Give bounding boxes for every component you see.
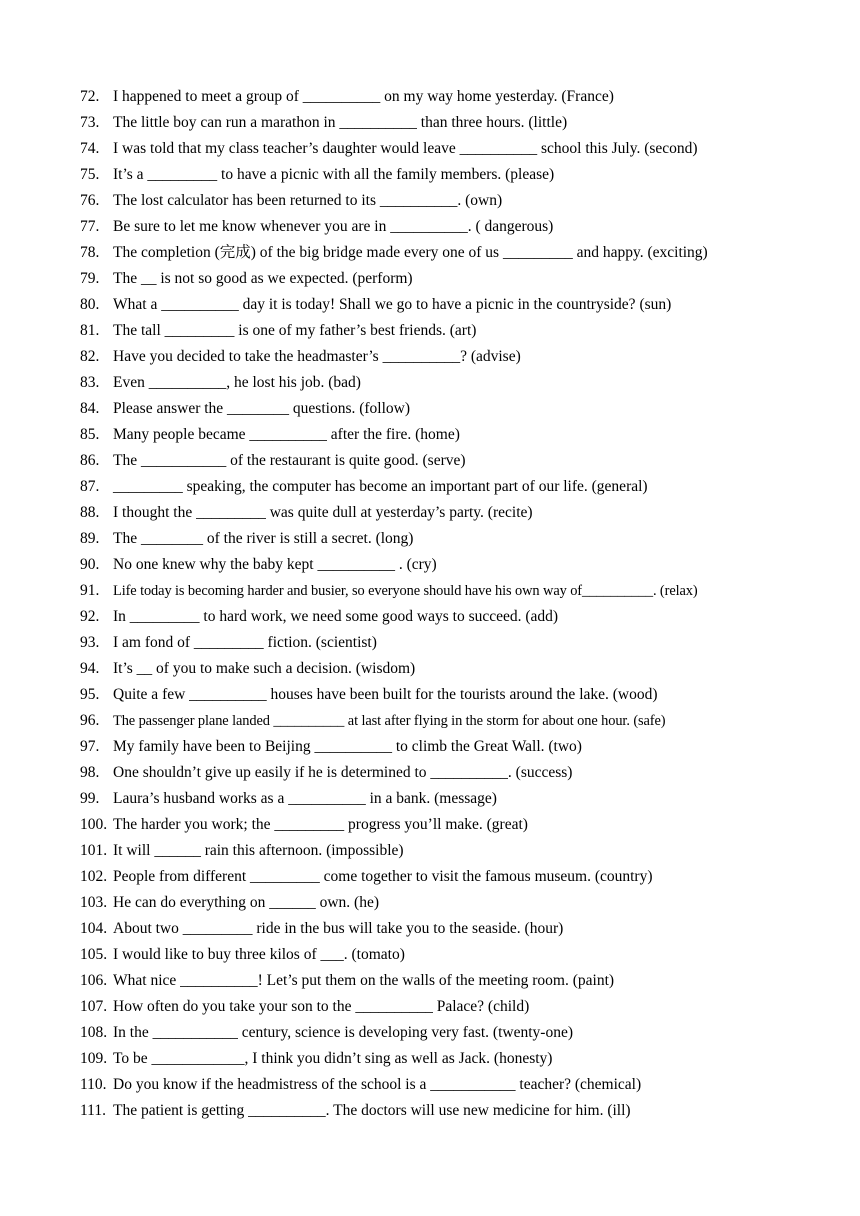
question-number: 94. bbox=[80, 660, 100, 677]
question-number: 110. bbox=[80, 1076, 107, 1093]
question-text: No one knew why the baby kept __________ . (cry) bbox=[113, 556, 437, 573]
question-text: One shouldn’t give up easily if he is determined to __________. (success) bbox=[113, 764, 573, 781]
question-number: 72. bbox=[80, 88, 100, 105]
question-item bbox=[0, 734, 860, 760]
question-number: 99. bbox=[80, 790, 100, 807]
question-item bbox=[0, 1072, 860, 1098]
question-text: I would like to buy three kilos of ___. (tomato) bbox=[113, 946, 405, 963]
question-number: 108. bbox=[80, 1024, 108, 1041]
question-item bbox=[0, 1098, 860, 1124]
question-number: 93. bbox=[80, 634, 100, 651]
question-text: Do you know if the headmistress of the school is a ___________ teacher? (chemical) bbox=[113, 1076, 642, 1093]
question-number: 87. bbox=[80, 478, 100, 495]
question-item bbox=[0, 292, 860, 318]
question-text: Be sure to let me know whenever you are in __________. ( dangerous) bbox=[113, 218, 554, 235]
question-text: I was told that my class teacher’s daughter would leave __________ school this July. (second) bbox=[113, 140, 698, 157]
question-item bbox=[0, 786, 860, 812]
question-number: 90. bbox=[80, 556, 100, 573]
question-item bbox=[0, 968, 860, 994]
question-text: The completion (完成) of the big bridge made every one of us _________ and happy. (exciting) bbox=[113, 244, 708, 261]
question-number: 88. bbox=[80, 504, 100, 521]
question-item bbox=[0, 760, 860, 786]
question-text: _________ speaking, the computer has become an important part of our life. (general) bbox=[113, 478, 648, 495]
question-number: 80. bbox=[80, 296, 100, 313]
question-text: To be ____________, I think you didn’t sing as well as Jack. (honesty) bbox=[113, 1050, 553, 1067]
question-text: It’s __ of you to make such a decision. (wisdom) bbox=[113, 660, 416, 677]
question-item bbox=[0, 266, 860, 292]
question-number: 76. bbox=[80, 192, 100, 209]
question-number: 89. bbox=[80, 530, 100, 547]
question-number: 105. bbox=[80, 946, 108, 963]
question-list bbox=[0, 84, 860, 1124]
question-number: 109. bbox=[80, 1050, 108, 1067]
question-text: The ________ of the river is still a secret. (long) bbox=[113, 530, 414, 547]
question-text: The lost calculator has been returned to its __________. (own) bbox=[113, 192, 503, 209]
question-number: 95. bbox=[80, 686, 100, 703]
question-text: Quite a few __________ houses have been built for the tourists around the lake. (wood) bbox=[113, 686, 658, 703]
question-number: 91. bbox=[80, 582, 100, 599]
question-item bbox=[0, 422, 860, 448]
question-number: 101. bbox=[80, 842, 108, 859]
question-item bbox=[0, 136, 860, 162]
question-text: Even __________, he lost his job. (bad) bbox=[113, 374, 361, 391]
question-number: 111. bbox=[80, 1102, 106, 1119]
question-text: The patient is getting __________. The doctors will use new medicine for him. (ill) bbox=[113, 1102, 631, 1119]
question-item bbox=[0, 474, 860, 500]
question-item bbox=[0, 318, 860, 344]
question-item bbox=[0, 1020, 860, 1046]
question-item bbox=[0, 1046, 860, 1072]
question-item bbox=[0, 110, 860, 136]
question-item bbox=[0, 188, 860, 214]
question-number: 97. bbox=[80, 738, 100, 755]
question-text: I happened to meet a group of __________ on my way home yesterday. (France) bbox=[113, 88, 614, 105]
question-text: In _________ to hard work, we need some good ways to succeed. (add) bbox=[113, 608, 559, 625]
question-item bbox=[0, 84, 860, 110]
question-text: What nice __________! Let’s put them on the walls of the meeting room. (paint) bbox=[113, 972, 615, 989]
question-text: I am fond of _________ fiction. (scientist) bbox=[113, 634, 377, 651]
question-number: 104. bbox=[80, 920, 108, 937]
question-item bbox=[0, 682, 860, 708]
question-text: The ___________ of the restaurant is quite good. (serve) bbox=[113, 452, 466, 469]
question-number: 74. bbox=[80, 140, 100, 157]
question-text: About two _________ ride in the bus will take you to the seaside. (hour) bbox=[113, 920, 564, 937]
question-text: The passenger plane landed __________ at last after flying in the storm for about one hour. (safe) bbox=[113, 713, 666, 729]
question-text: He can do everything on ______ own. (he) bbox=[113, 894, 380, 911]
question-number: 85. bbox=[80, 426, 100, 443]
question-item bbox=[0, 656, 860, 682]
question-item bbox=[0, 162, 860, 188]
question-item bbox=[0, 578, 860, 604]
question-item bbox=[0, 838, 860, 864]
question-text: It will ______ rain this afternoon. (impossible) bbox=[113, 842, 404, 859]
question-text: Life today is becoming harder and busier, so everyone should have his own way of__________. (relax) bbox=[113, 583, 698, 599]
question-number: 86. bbox=[80, 452, 100, 469]
question-number: 73. bbox=[80, 114, 100, 131]
question-item bbox=[0, 344, 860, 370]
question-text: In the ___________ century, science is developing very fast. (twenty-one) bbox=[113, 1024, 573, 1041]
question-item bbox=[0, 370, 860, 396]
question-item bbox=[0, 604, 860, 630]
question-number: 79. bbox=[80, 270, 100, 287]
question-text: My family have been to Beijing __________ to climb the Great Wall. (two) bbox=[113, 738, 582, 755]
question-number: 83. bbox=[80, 374, 100, 391]
question-item bbox=[0, 630, 860, 656]
question-item bbox=[0, 942, 860, 968]
question-number: 82. bbox=[80, 348, 100, 365]
question-item bbox=[0, 994, 860, 1020]
question-text: How often do you take your son to the __________ Palace? (child) bbox=[113, 998, 530, 1015]
question-item bbox=[0, 396, 860, 422]
question-text: The tall _________ is one of my father’s best friends. (art) bbox=[113, 322, 477, 339]
question-text: Have you decided to take the headmaster’s __________? (advise) bbox=[113, 348, 521, 365]
question-item bbox=[0, 552, 860, 578]
question-text: What a __________ day it is today! Shall we go to have a picnic in the countryside? (sun) bbox=[113, 296, 672, 313]
question-number: 92. bbox=[80, 608, 100, 625]
question-number: 78. bbox=[80, 244, 100, 261]
question-text: Please answer the ________ questions. (follow) bbox=[113, 400, 411, 417]
question-number: 103. bbox=[80, 894, 108, 911]
question-item bbox=[0, 812, 860, 838]
question-item bbox=[0, 214, 860, 240]
question-number: 96. bbox=[80, 712, 100, 729]
question-item bbox=[0, 916, 860, 942]
question-item bbox=[0, 526, 860, 552]
question-number: 107. bbox=[80, 998, 108, 1015]
question-number: 77. bbox=[80, 218, 100, 235]
question-number: 84. bbox=[80, 400, 100, 417]
question-text: Laura’s husband works as a __________ in a bank. (message) bbox=[113, 790, 497, 807]
question-item bbox=[0, 864, 860, 890]
question-number: 75. bbox=[80, 166, 100, 183]
question-number: 102. bbox=[80, 868, 108, 885]
question-text: I thought the _________ was quite dull at yesterday’s party. (recite) bbox=[113, 504, 533, 521]
exercise-page bbox=[0, 84, 860, 1124]
question-text: Many people became __________ after the fire. (home) bbox=[113, 426, 460, 443]
question-text: The __ is not so good as we expected. (perform) bbox=[113, 270, 413, 287]
question-number: 98. bbox=[80, 764, 100, 781]
question-number: 106. bbox=[80, 972, 108, 989]
question-item bbox=[0, 708, 860, 734]
question-item bbox=[0, 500, 860, 526]
question-number: 100. bbox=[80, 816, 108, 833]
question-item bbox=[0, 890, 860, 916]
question-text: It’s a _________ to have a picnic with all the family members. (please) bbox=[113, 166, 555, 183]
question-text: People from different _________ come together to visit the famous museum. (country) bbox=[113, 868, 653, 885]
question-text: The little boy can run a marathon in __________ than three hours. (little) bbox=[113, 114, 568, 131]
question-text: The harder you work; the _________ progress you’ll make. (great) bbox=[113, 816, 528, 833]
question-number: 81. bbox=[80, 322, 100, 339]
question-item bbox=[0, 448, 860, 474]
question-item bbox=[0, 240, 860, 266]
